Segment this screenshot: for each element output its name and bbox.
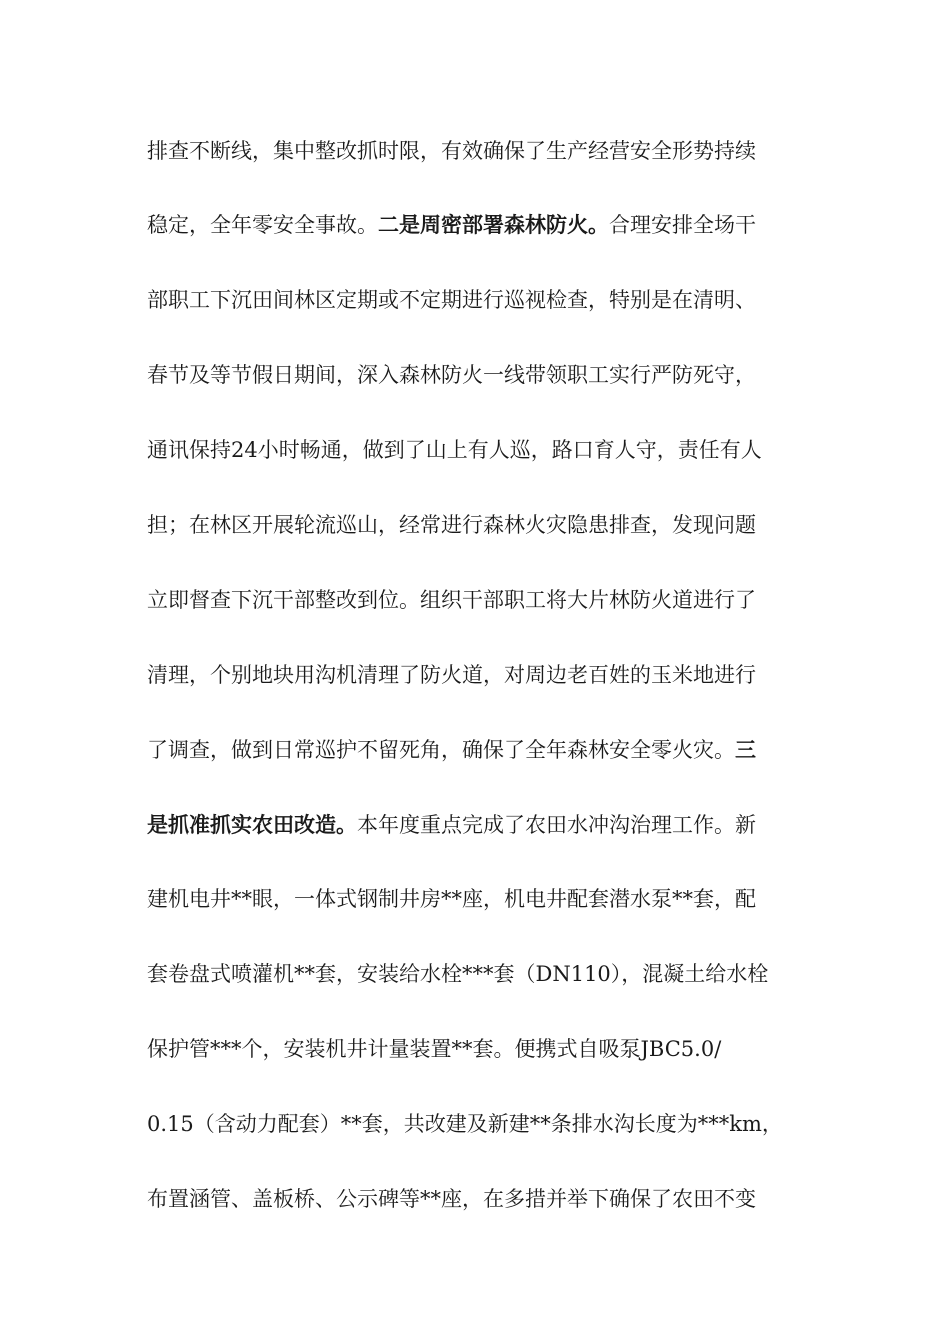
text-segment: 排查不断线，集中整改抓时限，有效确保了生产经营安全形势持续 — [147, 139, 756, 163]
text-segment: 通讯保持24小时畅通，做到了山上有人巡，路口育人守，责任有人 — [147, 438, 762, 462]
text-segment: 春节及等节假日期间，深入森林防火一线带领职工实行严防死守， — [147, 363, 756, 387]
text-segment: 稳定，全年零安全事故。 — [147, 213, 378, 237]
paragraph-line-8 — [147, 660, 807, 690]
bold-heading-segment: 三 — [735, 737, 756, 762]
paragraph-line-4 — [147, 360, 807, 390]
text-segment: 建机电井**眼，一体式钢制井房**座，机电井配套潜水泵**套，配 — [147, 887, 756, 911]
paragraph-line-9 — [147, 735, 807, 765]
paragraph-line-14 — [147, 1109, 807, 1139]
paragraph-line-6 — [147, 510, 807, 540]
text-segment: 布置涵管、盖板桥、公示碑等**座，在多措并举下确保了农田不变 — [147, 1187, 756, 1211]
text-segment: 0.15（含动力配套）**套，共改建及新建**条排水沟长度为***km， — [147, 1112, 783, 1136]
paragraph-line-15 — [147, 1184, 807, 1214]
bold-heading-segment: 是抓准抓实农田改造。 — [147, 812, 357, 837]
text-segment: 保护管***个，安装机井计量装置**套。便携式自吸泵JBC5.0/ — [147, 1037, 722, 1061]
paragraph-line-7 — [147, 585, 807, 615]
paragraph-line-2 — [147, 210, 807, 240]
paragraph-line-10 — [147, 810, 807, 840]
bold-heading-segment: 二是周密部署森林防火。 — [378, 212, 609, 237]
paragraph-line-3 — [147, 285, 807, 315]
text-segment: 合理安排全场干 — [609, 213, 756, 237]
paragraph-line-1 — [147, 136, 807, 166]
text-segment: 本年度重点完成了农田水冲沟治理工作。新 — [357, 813, 756, 837]
paragraph-line-13 — [147, 1034, 807, 1064]
text-segment: 担；在林区开展轮流巡山，经常进行森林火灾隐患排查，发现问题 — [147, 513, 756, 537]
text-segment: 了调查，做到日常巡护不留死角，确保了全年森林安全零火灾。 — [147, 738, 735, 762]
text-segment: 部职工下沉田间林区定期或不定期进行巡视检查，特别是在清明、 — [147, 288, 756, 312]
text-segment: 立即督查下沉干部整改到位。组织干部职工将大片林防火道进行了 — [147, 588, 756, 612]
paragraph-line-11 — [147, 884, 807, 914]
paragraph-line-12 — [147, 959, 807, 989]
paragraph-line-5 — [147, 435, 807, 465]
text-segment: 套卷盘式喷灌机**套，安装给水栓***套（DN110），混凝土给水栓 — [147, 962, 769, 986]
text-segment: 清理，个别地块用沟机清理了防火道，对周边老百姓的玉米地进行 — [147, 663, 756, 687]
